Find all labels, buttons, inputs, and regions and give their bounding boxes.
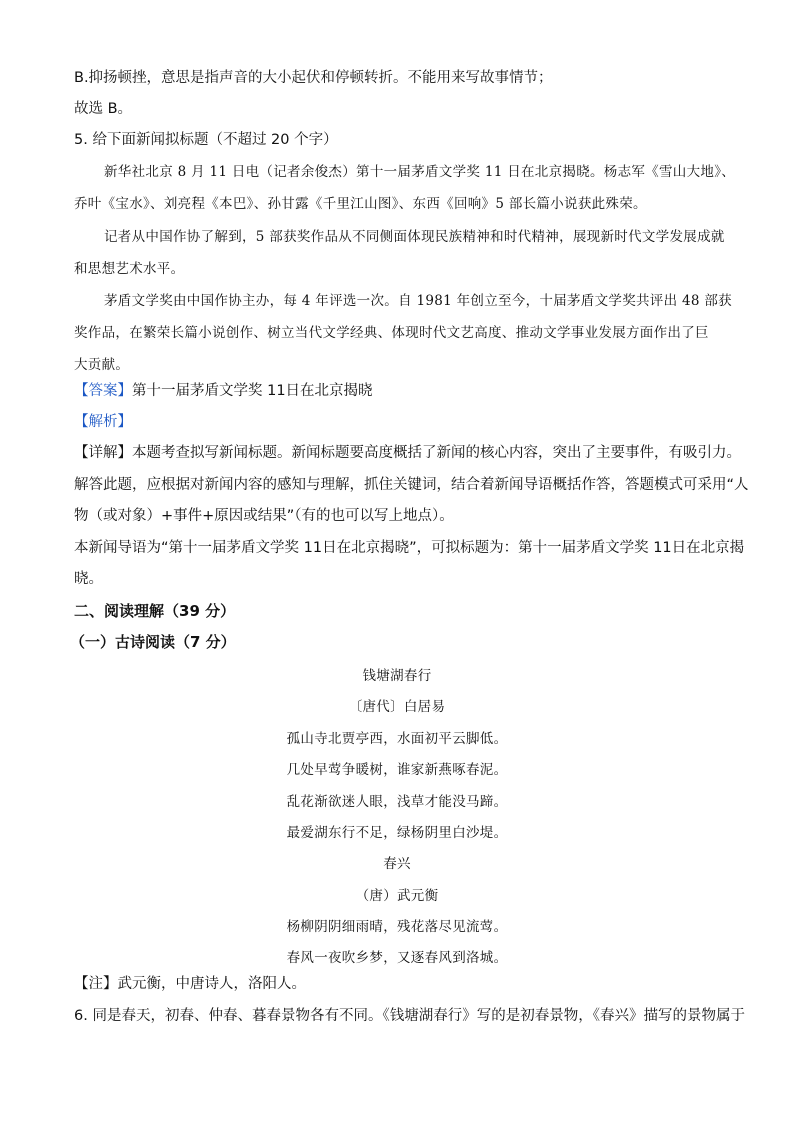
detail-line: 物（或对象）+事件+原因或结果”（有的也可以写上地点）。: [74, 508, 454, 524]
option-b-explanation: B.抑扬顿挫，意思是指声音的大小起伏和停顿转折。不能用来写故事情节；: [74, 70, 553, 86]
analysis-tag: 【解析】: [74, 414, 132, 430]
detail-line: [74, 443, 741, 463]
question-6-prompt: 6. 同是春天，初春、仲春、暮春景物各有不同。《钱塘湖春行》写的是初春景物，《春兴》描写的景物属于: [74, 1008, 745, 1024]
subsection-title: （一）古诗阅读（7 分）: [70, 633, 236, 651]
detail-line: 解答此题，应根据对新闻内容的感知与理解，抓住关键词，结合着新闻导语概括作答，答题模式可采用“人: [74, 477, 749, 493]
poem-line: 最爱湖东行不足，绿杨阴里白沙堤。: [286, 825, 508, 841]
analysis-line: [74, 412, 734, 432]
question-5-prompt: 5. 给下面新闻拟标题（不超过 20 个字）: [74, 132, 338, 148]
answer-line: [74, 381, 734, 401]
note-text: 武元衡，中唐诗人，洛阳人。: [117, 976, 306, 992]
poem-author: 〔唐代〕白居易: [348, 699, 446, 715]
note-tag: 【注】: [74, 976, 118, 992]
answer-text: 第十一届茅盾文学奖 11日在北京揭晓: [132, 383, 373, 399]
detail-tag: 【详解】: [74, 445, 132, 461]
news-line: 奖作品，在繁荣长篇小说创作、树立当代文学经典、体现时代文艺高度、推动文学事业发展方面作出了巨: [74, 325, 709, 341]
poem-line: 孤山寺北贾亭西，水面初平云脚低。: [286, 731, 508, 747]
news-line: 新华社北京 8 月 11 日电（记者余俊杰）第十一届茅盾文学奖 11 日在北京揭晓。杨志军《雪山大地》、: [104, 164, 736, 180]
poem-title: 春兴: [383, 856, 411, 872]
poem-line: 春风一夜吹乡梦，又逐春风到洛城。: [286, 950, 508, 966]
poem-title: 钱塘湖春行: [362, 668, 432, 684]
news-line: 记者从中国作协了解到，5 部获奖作品从不同侧面体现民族精神和时代精神，展现新时代文学发展成就: [104, 229, 725, 245]
choice-result: 故选 B。: [74, 101, 133, 117]
poem-line: 乱花渐欲迷人眼，浅草才能没马蹄。: [286, 794, 508, 810]
news-line: 乔叶《宝水》、刘亮程《本巴》、孙甘露《千里江山图》、东西《回响》5 部长篇小说获此殊荣。: [74, 196, 647, 212]
detail-text: 本题考查拟写新闻标题。新闻标题要高度概括了新闻的核心内容，突出了主要事件，有吸引力。: [132, 445, 741, 461]
news-line: 大贡献。: [74, 357, 130, 373]
detail-line: 晓。: [74, 571, 103, 587]
note-line: [74, 974, 734, 994]
detail-line: 本新闻导语为“第十一届茅盾文学奖 11日在北京揭晓”，可拟标题为：第十一届茅盾文学奖 11日在北京揭: [74, 540, 745, 556]
section-title: 二、阅读理解（39 分）: [74, 602, 236, 620]
poem-author: （唐）武元衡: [355, 888, 439, 904]
poem-line: 杨柳阴阴细雨晴，残花落尽见流莺。: [286, 919, 508, 935]
news-line: 茅盾文学奖由中国作协主办，每 4 年评选一次。自 1981 年创立至今，十届茅盾文学奖共评出 48 部获: [104, 293, 732, 309]
answer-tag: 【答案】: [74, 383, 132, 399]
news-line: 和思想艺术水平。: [74, 261, 185, 277]
poem-line: 几处早莺争暖树，谁家新燕啄春泥。: [286, 762, 508, 778]
